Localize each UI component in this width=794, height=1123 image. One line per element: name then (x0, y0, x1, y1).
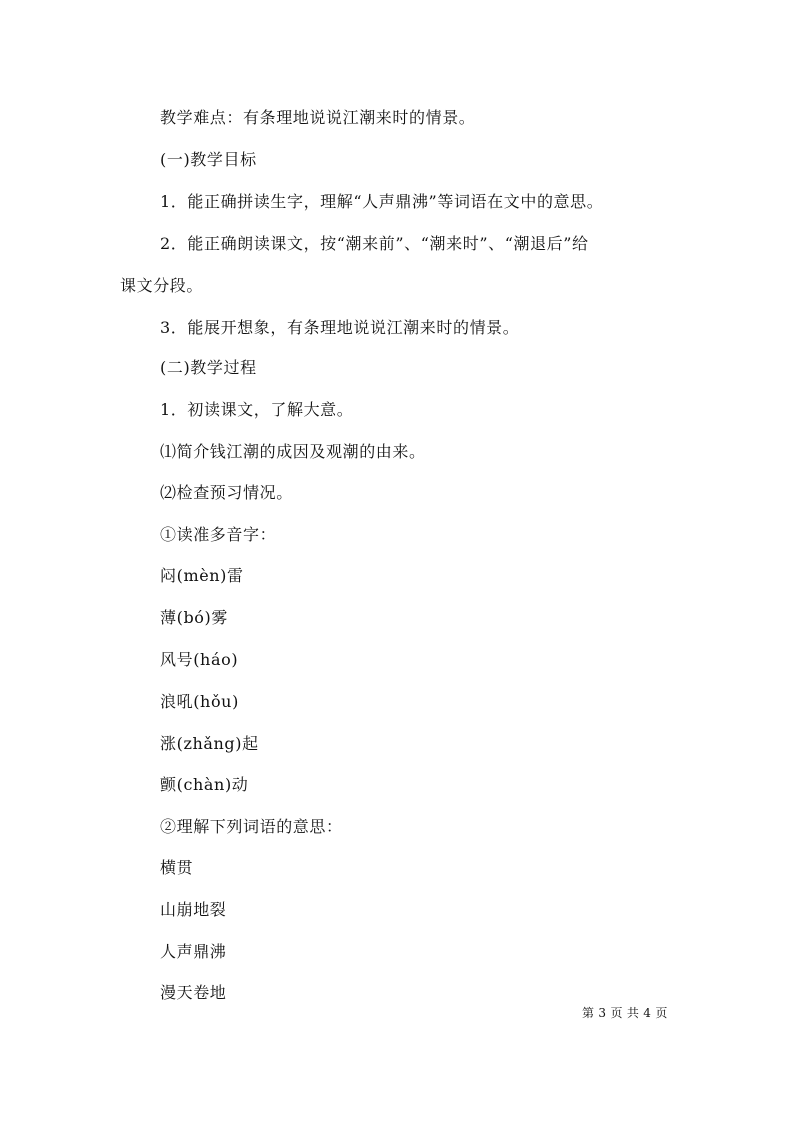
polyphone-item: 风号(háo) (160, 650, 239, 669)
polyphone-item: 薄(bó)雾 (160, 608, 228, 627)
vocabulary-item: 人声鼎沸 (160, 942, 227, 961)
process-substep-2: ⑵检查预习情况。 (160, 483, 293, 502)
section-heading-objectives: (一)教学目标 (160, 150, 257, 169)
vocabulary-heading: ②理解下列词语的意思： (160, 817, 343, 836)
objective-item-2-continued: 课文分段。 (120, 276, 204, 295)
vocabulary-item: 横贯 (160, 858, 194, 877)
polyphone-item: 闷(mèn)雷 (160, 566, 244, 585)
vocabulary-item: 漫天卷地 (160, 983, 227, 1002)
objective-item-2: 2．能正确朗读课文，按“潮来前”、“潮来时”、“潮退后”给 (160, 234, 589, 253)
teaching-difficulty: 教学难点：有条理地说说江潮来时的情景。 (160, 108, 476, 127)
polyphone-item: 颤(chàn)动 (160, 775, 249, 794)
objective-item-3: 3．能展开想象，有条理地说说江潮来时的情景。 (160, 318, 520, 337)
process-step-1: 1．初读课文，了解大意。 (160, 400, 354, 419)
vocabulary-item: 山崩地裂 (160, 900, 227, 919)
page-number-footer: 第 3 页 共 4 页 (582, 1006, 668, 1020)
polyphone-heading: ①读准多音字： (160, 525, 277, 544)
polyphone-item: 浪吼(hǒu) (160, 692, 239, 711)
process-substep-1: ⑴简介钱江潮的成因及观潮的由来。 (160, 442, 426, 461)
polyphone-item: 涨(zhǎng)起 (160, 734, 259, 753)
section-heading-process: (二)教学过程 (160, 358, 257, 377)
objective-item-1: 1．能正确拼读生字，理解“人声鼎沸”等词语在文中的意思。 (160, 192, 604, 211)
